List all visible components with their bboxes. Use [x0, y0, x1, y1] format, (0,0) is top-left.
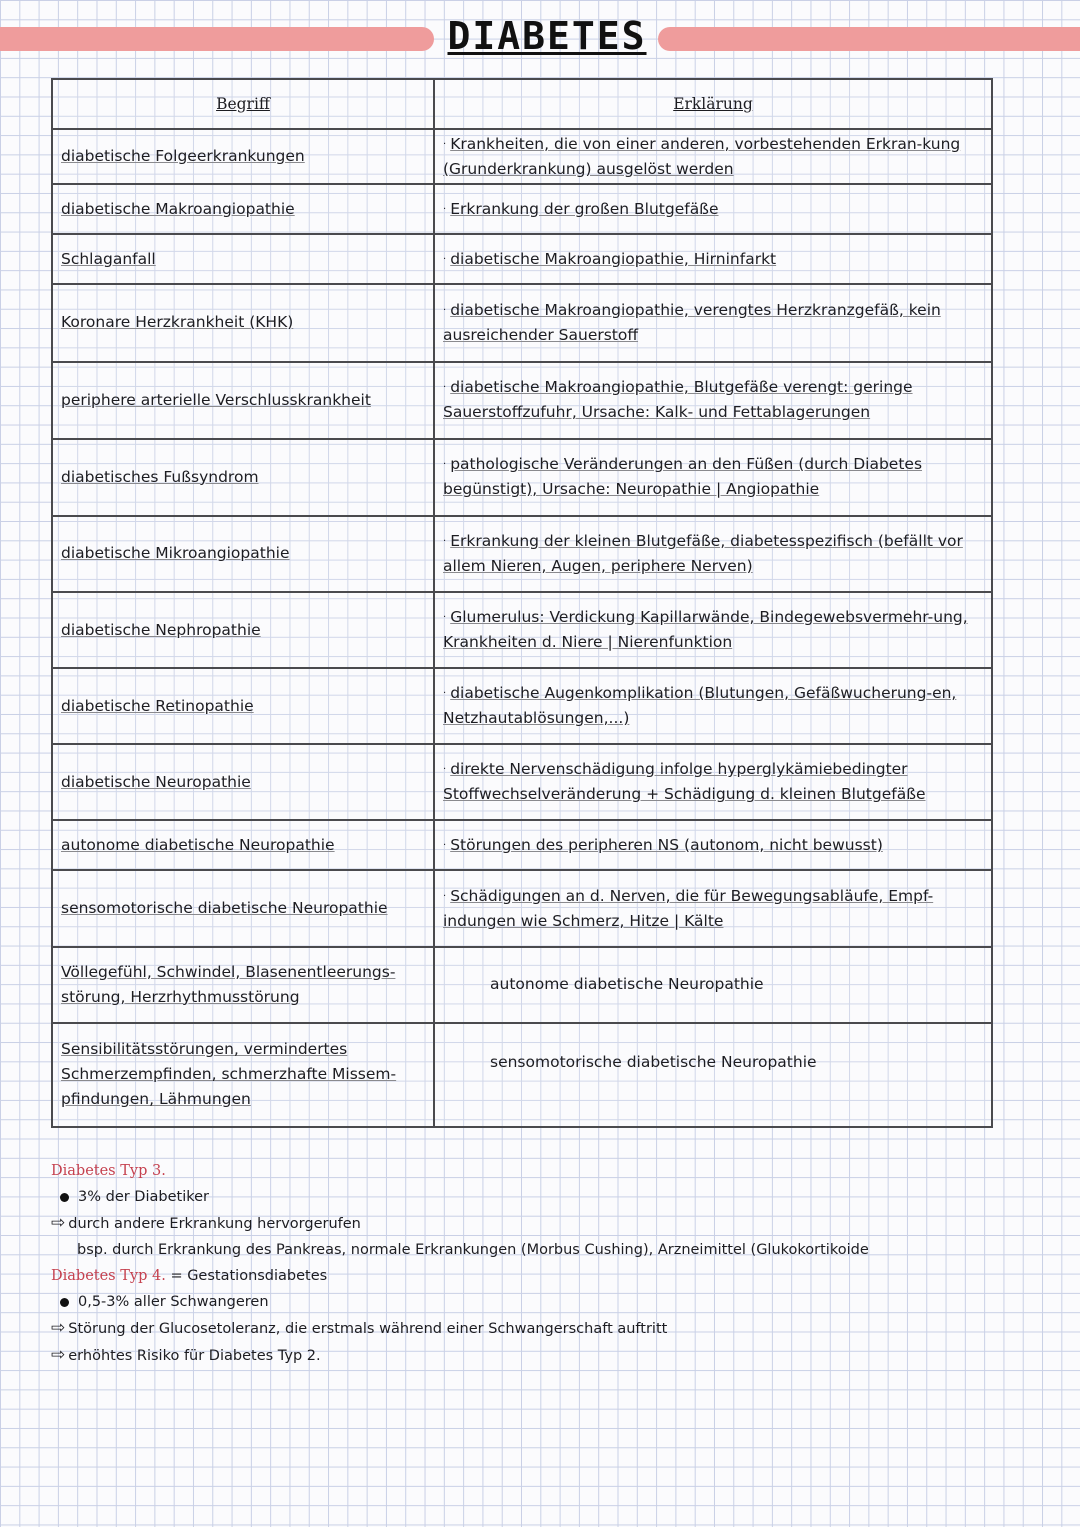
explanation-cell: · diabetische Makroangiopathie, Hirninfarkt: [434, 234, 992, 284]
explanation-cell: · Erkrankung der kleinen Blutgefäße, diabetesspezifisch (befällt vor allem Nieren, Augen, periphere Nerven): [434, 516, 992, 592]
bullet-dot: ·: [443, 459, 447, 471]
definitions-table: [51, 78, 993, 1128]
bullet-dot: ·: [443, 304, 447, 316]
term-cell: diabetische Folgeerkrankungen: [52, 129, 434, 184]
bullet-dot: ·: [443, 203, 447, 215]
table-row: [52, 1023, 992, 1127]
term-cell: diabetische Mikroangiopathie: [52, 516, 434, 592]
term-cell: diabetische Neuropathie: [52, 744, 434, 820]
term-cell: diabetische Nephropathie: [52, 592, 434, 668]
term-cell: diabetisches Fußsyndrom: [52, 439, 434, 516]
table-row: [52, 947, 992, 1023]
explanation-cell: · diabetische Makroangiopathie, Blutgefäße verengt: geringe Sauerstoffzufuhr, Ursache: Kalk- und Fettablagerungen: [434, 362, 992, 439]
typ3-bullet: 3% der Diabetiker: [51, 1184, 1011, 1210]
explanation-cell: · Schädigungen an d. Nerven, die für Bewegungsabläufe, Empf-indungen wie Schmerz, Hitze | Kälte: [434, 870, 992, 946]
page-title: DIABETES: [447, 14, 647, 58]
bullet-dot: ·: [443, 688, 447, 700]
term-cell: Koronare Herzkrankheit (KHK): [52, 284, 434, 361]
typ4-subtitle: = Gestationsdiabetes: [170, 1268, 328, 1284]
explanation-cell: · Glumerulus: Verdickung Kapillarwände, Bindegewebsvermehr-ung, Krankheiten d. Niere | Nierenfunktion: [434, 592, 992, 668]
explanation-cell: autonome diabetische Neuropathie: [434, 947, 992, 1023]
bullet-dot: ·: [443, 138, 447, 150]
typ4-heading-line: [51, 1263, 1011, 1289]
arrow-right-icon: ⇨: [51, 1318, 66, 1338]
table-row: [52, 516, 992, 592]
table-row: [52, 870, 992, 946]
header-erklaerung: Erklärung: [434, 79, 992, 129]
term-cell: sensomotorische diabetische Neuropathie: [52, 870, 434, 946]
table-row: [52, 184, 992, 234]
table-row: [52, 439, 992, 516]
typ3-arrow-line: ⇨ durch andere Erkrankung hervorgerufen: [51, 1213, 361, 1233]
bullet-dot: ·: [443, 890, 447, 902]
explanation-cell: sensomotorische diabetische Neuropathie: [434, 1023, 992, 1127]
notes-section: [51, 1158, 1011, 1369]
term-cell: Schlaganfall: [52, 234, 434, 284]
bullet-icon: [60, 1298, 69, 1307]
explanation-cell: · Erkrankung der großen Blutgefäße: [434, 184, 992, 234]
table-row: [52, 129, 992, 184]
title-banner-left: [0, 27, 434, 51]
explanation-cell: · diabetische Augenkomplikation (Blutungen, Gefäßwucherung-en, Netzhautablösungen,...): [434, 668, 992, 744]
typ4-arrow-line: ⇨ erhöhtes Risiko für Diabetes Typ 2.: [51, 1345, 321, 1365]
table-row: [52, 668, 992, 744]
term-cell: Sensibilitätsstörungen, vermindertes Schmerzempfinden, schmerzhafte Missem-pfindungen, Lähmungen: [52, 1023, 434, 1127]
header-begriff: Begriff: [52, 79, 434, 129]
typ4-heading: Diabetes Typ 4.: [51, 1268, 166, 1284]
title-banner-right: [658, 27, 1080, 51]
table-header-row: [52, 79, 992, 129]
bullet-icon: [60, 1193, 69, 1202]
table-row: [52, 362, 992, 439]
explanation-cell: · direkte Nervenschädigung infolge hyperglykämiebedingter Stoffwechselveränderung + Schädigung d. kleinen Blutgefäße: [434, 744, 992, 820]
term-cell: diabetische Retinopathie: [52, 668, 434, 744]
explanation-cell: · diabetische Makroangiopathie, verengtes Herzkranzgefäß, kein ausreichender Sauerstoff: [434, 284, 992, 361]
term-cell: Völlegefühl, Schwindel, Blasenentleerungs-störung, Herzrhythmusstörung: [52, 947, 434, 1023]
arrow-right-icon: ⇨: [51, 1213, 66, 1233]
bullet-dot: ·: [443, 535, 447, 547]
term-cell: diabetische Makroangiopathie: [52, 184, 434, 234]
table-row: [52, 592, 992, 668]
bullet-dot: ·: [443, 764, 447, 776]
table-row: [52, 820, 992, 870]
table-row: [52, 284, 992, 361]
table-row: [52, 744, 992, 820]
table-row: [52, 234, 992, 284]
typ3-heading: Diabetes Typ 3.: [51, 1163, 166, 1179]
explanation-cell: · Krankheiten, die von einer anderen, vorbestehenden Erkran-kung (Grunderkrankung) ausgelöst werden: [434, 129, 992, 184]
bullet-dot: ·: [443, 253, 447, 265]
bullet-dot: ·: [443, 612, 447, 623]
explanation-cell: · Störungen des peripheren NS (autonom, nicht bewusst): [434, 820, 992, 870]
arrow-right-icon: ⇨: [51, 1345, 66, 1365]
typ3-example: bsp. durch Erkrankung des Pankreas, normale Erkrankungen (Morbus Cushing), Arzneimittel (Glukokortikoide: [77, 1242, 869, 1258]
typ4-arrow-line: ⇨ Störung der Glucosetoleranz, die erstmals während einer Schwangerschaft auftritt: [51, 1318, 668, 1338]
term-cell: periphere arterielle Verschlusskrankheit: [52, 362, 434, 439]
bullet-dot: ·: [443, 839, 447, 851]
term-cell: autonome diabetische Neuropathie: [52, 820, 434, 870]
explanation-cell: · pathologische Veränderungen an den Füßen (durch Diabetes begünstigt), Ursache: Neuropathie | Angiopathie: [434, 439, 992, 516]
bullet-dot: ·: [443, 382, 447, 394]
typ4-bullet: 0,5-3% aller Schwangeren: [51, 1289, 1011, 1315]
